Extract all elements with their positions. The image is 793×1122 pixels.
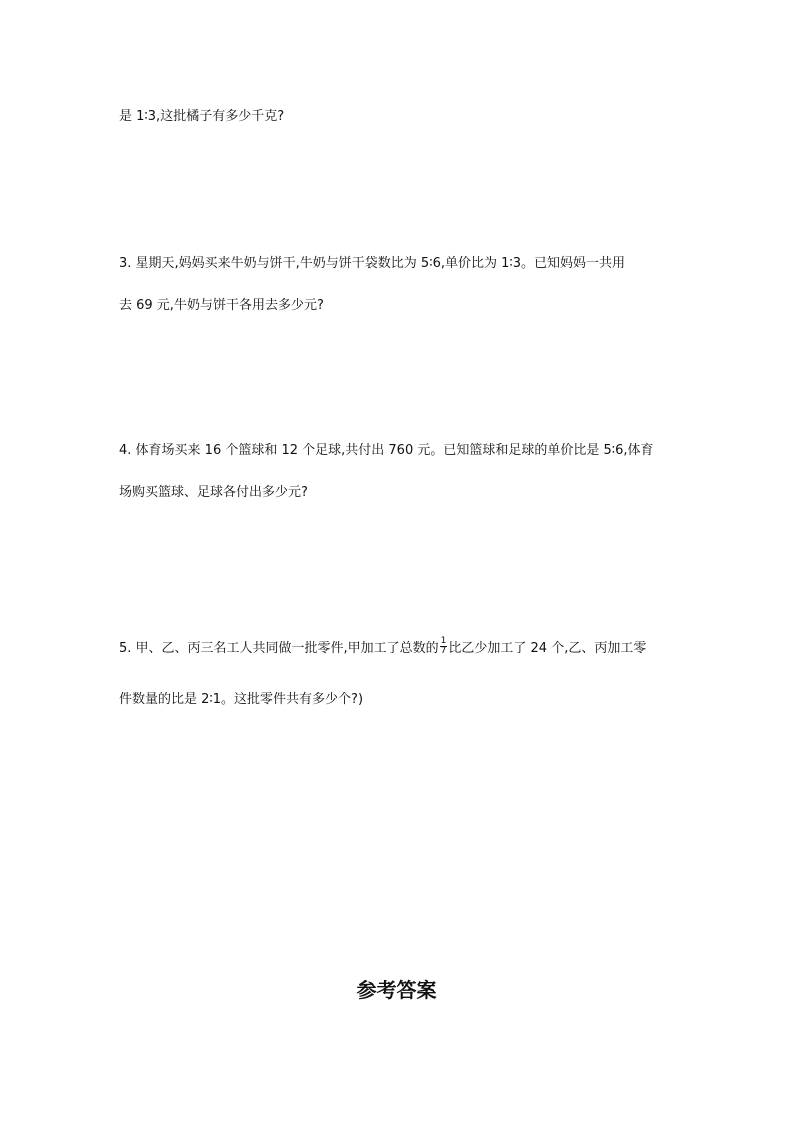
problem-3-line-2: 去 69 元,牛奶与饼干各用去多少元?	[119, 298, 324, 313]
answers-heading: 参考答案	[356, 978, 437, 1002]
problem-4-line-2: 场购买篮球、足球各付出多少元?	[119, 485, 308, 500]
problem-3-line-1: 3. 星期天,妈妈买来牛奶与饼干,牛奶与饼干袋数比为 5∶6,单价比为 1∶3。已知妈妈一共用	[119, 256, 626, 271]
problem-4-line-1: 4. 体育场买来 16 个篮球和 12 个足球,共付出 760 元。已知篮球和足球的单价比是 5∶6,体育	[119, 443, 654, 458]
problem-2-line-2: 是 1∶3,这批橘子有多少千克?	[119, 109, 285, 124]
fraction-one-seventh	[440, 637, 448, 656]
problem-5-text-after-fraction: 比乙少加工了 24 个,乙、丙加工零	[448, 641, 647, 656]
problem-5-text-before-fraction: 5. 甲、乙、丙三名工人共同做一批零件,甲加工了总数的	[119, 641, 439, 656]
fraction-numerator: 1	[440, 636, 447, 646]
problem-5-line-1	[119, 636, 647, 658]
fraction-denominator: 7	[440, 646, 447, 656]
problem-5-line-2: 件数量的比是 2∶1。这批零件共有多少个?)	[119, 692, 364, 707]
